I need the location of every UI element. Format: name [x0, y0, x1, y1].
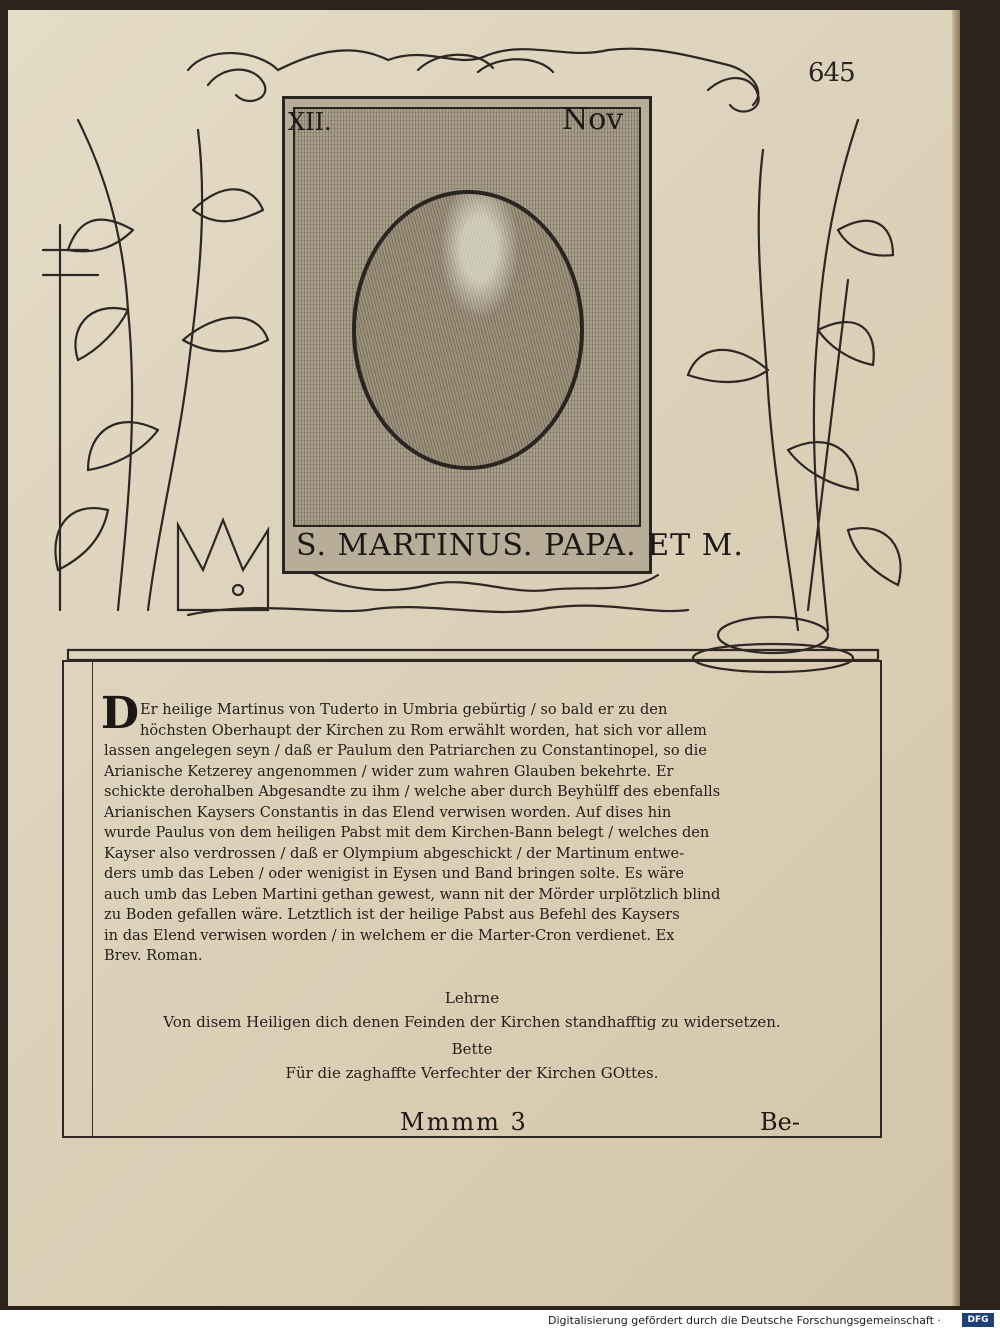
body-line: schickte derohalben Abgesandte zu ihm / welche aber durch Beyhülff des ebenfalls: [104, 783, 721, 800]
tiara-ornament: [178, 520, 268, 610]
body-line: Arianischen Kaysers Constantis in das Elend verwisen worden. Auf dises hin: [104, 803, 672, 821]
body-line: Arianische Ketzerey angenommen / wider zum wahren Glauben bekehrte. Er: [104, 762, 674, 780]
engraving-caption: S. MARTINUS. PAPA. ET M.: [296, 528, 744, 563]
body-line: Brev. Roman.: [104, 947, 203, 964]
bette-text: Für die zaghaffte Verfechter der Kirchen GOttes.: [285, 1064, 659, 1082]
month-label: Nov: [562, 102, 624, 137]
body-line: zu Boden gefallen wäre. Letztlich ist der heilige Pabst aus Befehl des Kaysers: [104, 906, 680, 923]
body-line: Er heilige Martinus von Tuderto in Umbria gebürtig / so bald er zu den: [140, 701, 668, 718]
page-edge: [954, 10, 960, 1306]
martyrdom-scene-oval: [352, 190, 584, 470]
body-text: [104, 700, 814, 967]
lehrne-text: Von disem Heiligen dich denen Feinden der Kirchen standhafftig zu widersetzen.: [163, 1013, 781, 1031]
body-line: in das Elend verwisen worden / in welchem er die Marter-Cron verdienet. Ex: [104, 926, 675, 944]
dish-ornament: [718, 617, 828, 653]
bette-heading: Bette: [451, 1040, 493, 1058]
body-line: wurde Paulus von dem heiligen Pabst mit dem Kirchen-Bann belegt / welches den: [104, 824, 710, 841]
body-line: lassen angelegen seyn / daß er Paulum den Patriarchen zu Constantinopel, so die: [104, 742, 707, 759]
body-line: auch umb das Leben Martini gethan gewest, wann nit der Mörder urplötzlich blind: [104, 885, 721, 903]
body-line: höchsten Oberhaupt der Kirchen zu Rom erwählt worden, hat sich vor allem: [140, 721, 707, 739]
dfg-logo: DFG: [962, 1313, 994, 1327]
day-number-label: XII.: [288, 108, 332, 136]
lehrne-heading: Lehrne: [444, 989, 500, 1007]
body-line: Kayser also verdrossen / daß er Olympium abgeschickt / der Martinum entwe-: [104, 844, 685, 862]
digitization-credit: Digitalisierung gefördert durch die Deutsche Forschungsgemeinschaft ·: [548, 1314, 941, 1327]
left-plant-ornament: [78, 120, 132, 610]
page-number: 645: [808, 58, 855, 88]
signature-mark: Mmmm 3: [400, 1108, 528, 1136]
catchword: Be-: [760, 1108, 800, 1136]
drop-cap-initial: D: [100, 688, 140, 739]
body-line: ders umb das Leben / oder wenigist in Eysen und Band bringen solte. Es wäre: [104, 865, 685, 882]
